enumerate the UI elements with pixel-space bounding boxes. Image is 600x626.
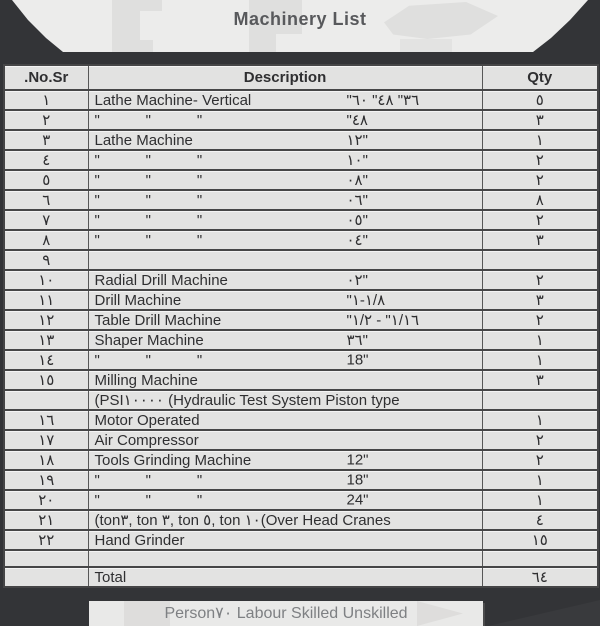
description-cell (88, 230, 482, 250)
qty-cell: ٥ (482, 90, 598, 110)
machine-size: ١٢" (346, 132, 368, 149)
machine-size: ٠٦" (346, 192, 368, 209)
table-row (4, 330, 598, 350)
table-row (4, 350, 598, 370)
table-row (4, 90, 598, 110)
machine-size: ٠٤" (346, 232, 368, 249)
machine-name: Shaper Machine (94, 331, 204, 349)
machine-size: 18" (346, 471, 369, 489)
qty-cell: ١ (482, 130, 598, 150)
sr-cell: ١٣ (4, 330, 88, 350)
machine-size: ٠٨" (346, 172, 368, 189)
table-row (4, 390, 598, 410)
machine-name: Milling Machine (94, 371, 198, 389)
description-cell (88, 410, 482, 430)
sr-cell: ١ (4, 90, 88, 110)
machine-name: Radial Drill Machine (94, 271, 228, 289)
description-cell (88, 150, 482, 170)
col-header-sr: .No.Sr (4, 65, 88, 90)
sr-cell: ٢٠ (4, 490, 88, 510)
table-header (4, 65, 598, 90)
table-row (4, 430, 598, 450)
machine-name: (PSI١٠٠٠٠ (Hydraulic Test System Piston type (94, 392, 400, 409)
description-cell (88, 310, 482, 330)
machine-name: Lathe Machine- Vertical (94, 91, 252, 109)
footer-bar (89, 601, 483, 626)
sr-cell (4, 390, 88, 410)
page-title: Machinery List (233, 9, 367, 29)
machine-name: Motor Operated (94, 411, 200, 429)
table-row (4, 250, 598, 270)
machine-name: Hand Grinder (94, 531, 185, 549)
description-cell (88, 567, 482, 587)
machine-size: 12" (346, 451, 369, 469)
machine-size: ٣٦" (346, 332, 368, 349)
qty-cell (482, 550, 598, 567)
qty-cell: ١ (482, 490, 598, 510)
table-row (4, 190, 598, 210)
table-body (4, 90, 598, 587)
machine-size: ٠٥" (346, 212, 368, 229)
sr-cell (4, 550, 88, 567)
machine-name: Total (94, 568, 127, 586)
qty-cell: ١ (482, 350, 598, 370)
machine-name: Table Drill Machine (94, 311, 222, 329)
qty-cell: ١ (482, 470, 598, 490)
qty-cell: ٢ (482, 310, 598, 330)
sr-cell: ٢١ (4, 510, 88, 530)
description-cell (88, 550, 482, 567)
sr-cell: ١٦ (4, 410, 88, 430)
sr-cell: ١٢ (4, 310, 88, 330)
ditto-marks: " " " (94, 151, 203, 169)
description-cell (88, 90, 482, 110)
description-cell (88, 290, 482, 310)
qty-cell: ٤ (482, 510, 598, 530)
machine-name: Lathe Machine (94, 131, 193, 149)
description-cell (88, 370, 482, 390)
machine-name: Air Compressor (94, 431, 199, 449)
description-cell (88, 430, 482, 450)
qty-cell (482, 250, 598, 270)
sr-cell: ٧ (4, 210, 88, 230)
qty-cell (482, 390, 598, 410)
qty-cell: ١٥ (482, 530, 598, 550)
table-row (4, 210, 598, 230)
ditto-marks: " " " (94, 171, 203, 189)
qty-cell: ٣ (482, 370, 598, 390)
qty-cell: ٢ (482, 450, 598, 470)
description-cell (88, 350, 482, 370)
sr-cell: ١٩ (4, 470, 88, 490)
table-row (4, 270, 598, 290)
qty-cell: ٢ (482, 170, 598, 190)
machinery-table (3, 64, 599, 588)
sr-cell: ٩ (4, 250, 88, 270)
machine-size: ١٠" (346, 152, 368, 169)
qty-cell: ٣ (482, 230, 598, 250)
description-cell (88, 190, 482, 210)
watermark-shape (400, 39, 452, 52)
description-cell (88, 210, 482, 230)
ditto-marks: " " " (94, 491, 203, 509)
description-cell (88, 510, 482, 530)
table-row (4, 510, 598, 530)
machine-name: (ton٣, ton ٣, ton ٥, ton ١٠(Over Head Cranes (94, 512, 391, 529)
description-cell (88, 530, 482, 550)
description-cell (88, 170, 482, 190)
col-header-description: Description (88, 65, 482, 90)
machine-size: "٤٨ (346, 112, 368, 129)
table-row (4, 230, 598, 250)
sr-cell: ٥ (4, 170, 88, 190)
sr-cell: ١١ (4, 290, 88, 310)
description-cell (88, 330, 482, 350)
ditto-marks: " " " (94, 351, 203, 369)
ditto-marks: " " " (94, 231, 203, 249)
sr-cell (4, 567, 88, 587)
table-row (4, 170, 598, 190)
watermark-shape (488, 600, 600, 626)
qty-cell: ٣ (482, 110, 598, 130)
table-row (4, 130, 598, 150)
table-row (4, 110, 598, 130)
ditto-marks: " " " (94, 211, 203, 229)
table-row (4, 550, 598, 567)
qty-cell: ٢ (482, 210, 598, 230)
qty-cell: ٢ (482, 150, 598, 170)
qty-cell: ١ (482, 330, 598, 350)
description-cell (88, 110, 482, 130)
ditto-marks: " " " (94, 111, 203, 129)
table-row (4, 150, 598, 170)
labour-summary-label: Person٧٠ Labour Skilled Unskilled (164, 605, 408, 622)
table-row (4, 290, 598, 310)
machine-name: Drill Machine (94, 291, 182, 309)
ditto-marks: " " " (94, 471, 203, 489)
description-cell (88, 130, 482, 150)
sr-cell: ٢٢ (4, 530, 88, 550)
qty-cell: ٣ (482, 290, 598, 310)
table-row (4, 470, 598, 490)
table-row (4, 310, 598, 330)
qty-cell: ٢ (482, 270, 598, 290)
description-cell (88, 250, 482, 270)
machine-size: 18" (346, 351, 369, 369)
table-row (4, 450, 598, 470)
sr-cell: ٣ (4, 130, 88, 150)
machine-size: 24" (346, 491, 369, 509)
table-row (4, 530, 598, 550)
table-row (4, 410, 598, 430)
machine-size: ٠٢" (346, 272, 368, 289)
ditto-marks: " " " (94, 191, 203, 209)
total-row (4, 567, 598, 587)
qty-cell: ٦٤ (482, 567, 598, 587)
qty-cell: ٨ (482, 190, 598, 210)
description-cell (88, 490, 482, 510)
description-cell (88, 270, 482, 290)
description-cell (88, 470, 482, 490)
sr-cell: ١٨ (4, 450, 88, 470)
qty-cell: ١ (482, 410, 598, 430)
watermark-shape (249, 34, 276, 52)
header-row (4, 65, 598, 90)
sr-cell: ٨ (4, 230, 88, 250)
col-header-qty: Qty (482, 65, 598, 90)
sr-cell: ٤ (4, 150, 88, 170)
sr-cell: ٦ (4, 190, 88, 210)
watermark-shape (140, 40, 153, 52)
machine-size: "١-١/٨ (346, 292, 386, 309)
qty-cell: ٢ (482, 430, 598, 450)
sr-cell: ١٥ (4, 370, 88, 390)
description-cell (88, 450, 482, 470)
table-row (4, 370, 598, 390)
sr-cell: ١٠ (4, 270, 88, 290)
machine-size: "٦٠ "٤٨ "٣٦ (346, 92, 420, 109)
description-cell (88, 390, 482, 410)
machine-name: Tools Grinding Machine (94, 451, 252, 469)
table-row (4, 490, 598, 510)
sr-cell: ٢ (4, 110, 88, 130)
machine-size: "١/٢ - "١/١٦ (346, 312, 420, 329)
sr-cell: ١٧ (4, 430, 88, 450)
sr-cell: ١٤ (4, 350, 88, 370)
